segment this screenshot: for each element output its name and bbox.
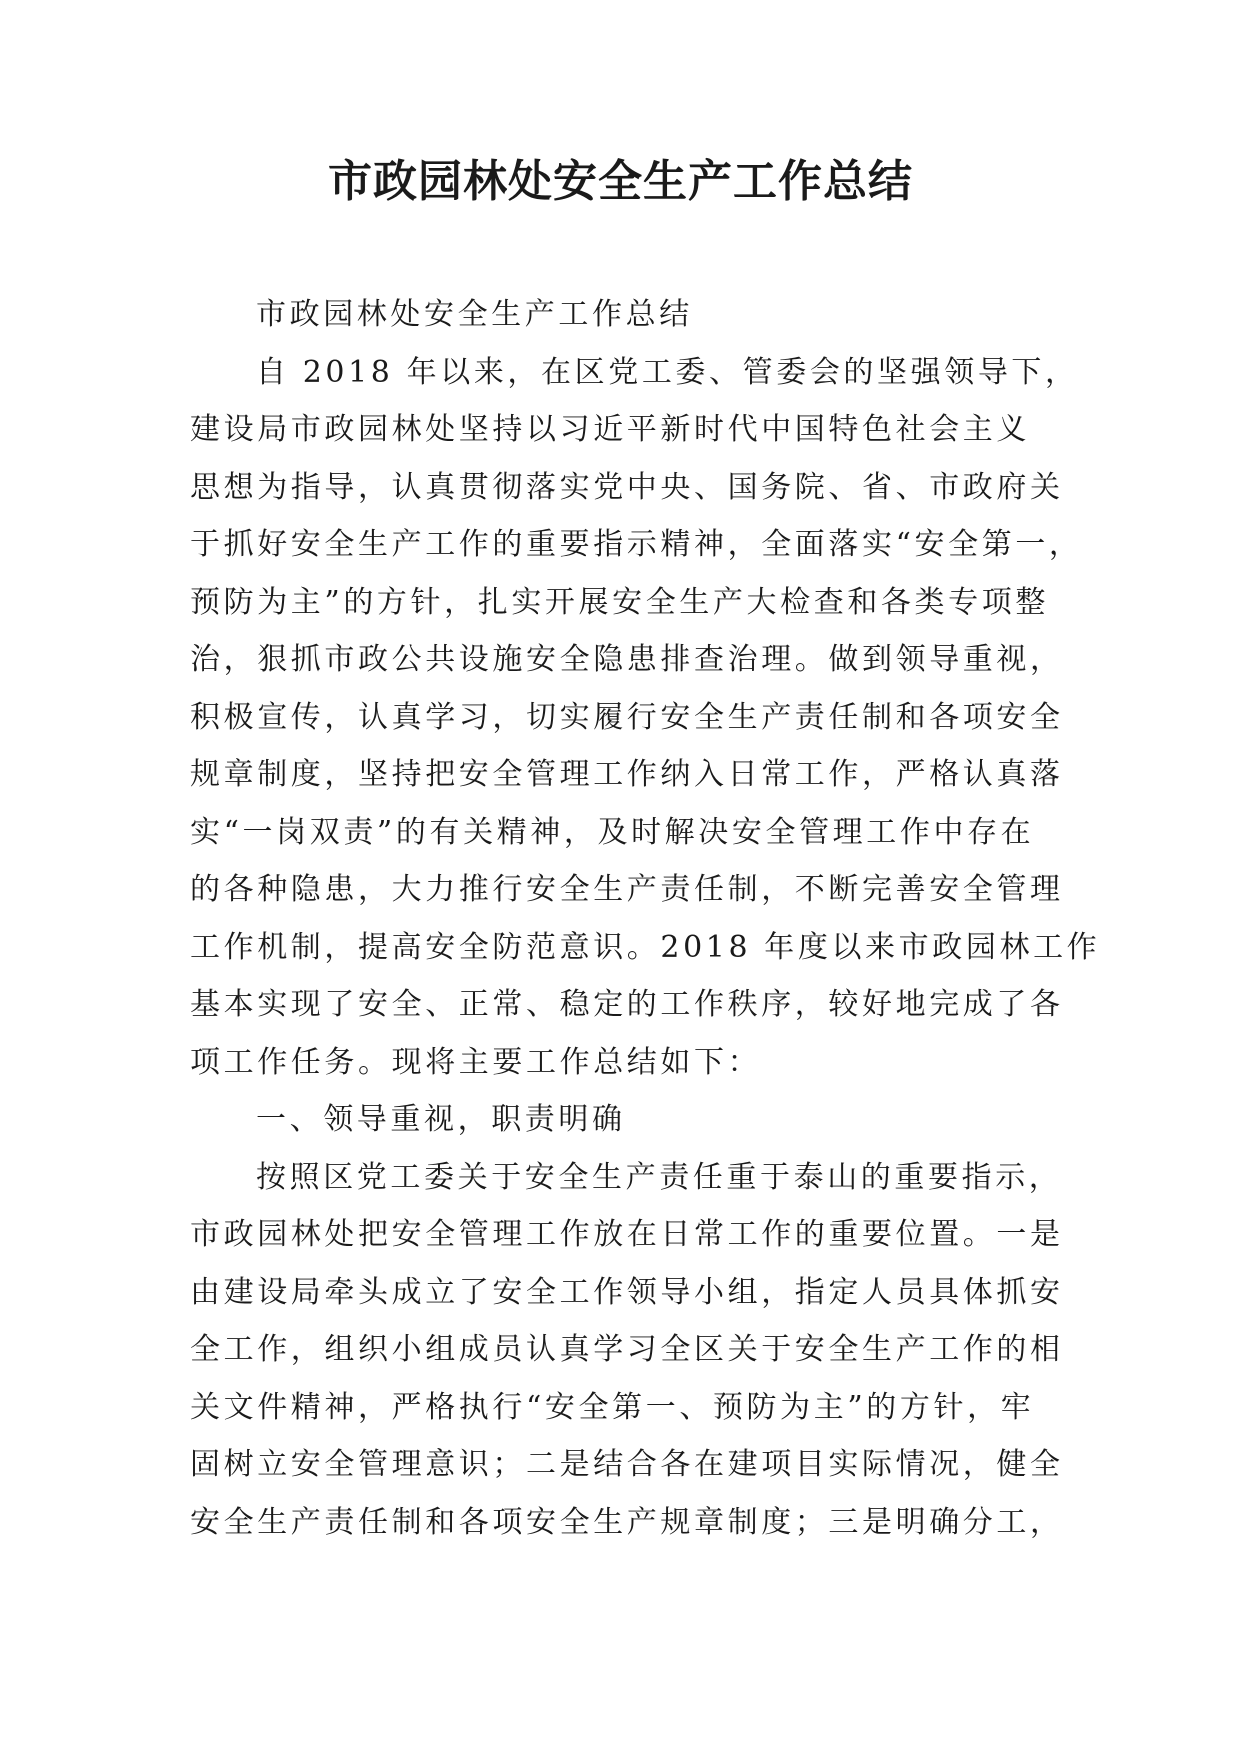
body-line: 由建设局牵头成立了安全工作领导小组，指定人员具体抓安 [190, 1274, 1064, 1310]
body-line: 市政园林处把安全管理工作放在日常工作的重要位置。一是 [190, 1217, 1064, 1252]
body-line: 预防为主”的方针，扎实开展安全生产大检查和各类专项整 [190, 584, 1049, 620]
body-line: 于抓好安全生产工作的重要指示精神，全面落实“安全第一， [190, 527, 1083, 562]
body-line: 治，狠抓市政公共设施安全隐患排查治理。做到领导重视， [190, 642, 1064, 677]
body-line: 积极宣传，认真学习，切实履行安全生产责任制和各项安全 [190, 699, 1064, 735]
body-line: 全工作，组织小组成员认真学习全区关于安全生产工作的相 [190, 1332, 1064, 1367]
section-heading: 一、领导重视，职责明确 [256, 1102, 626, 1137]
body-line: 思想为指导，认真贯彻落实党中央、国务院、省、市政府关 [190, 469, 1064, 505]
body-line: 建设局市政园林处坚持以习近平新时代中国特色社会主义 [190, 412, 1030, 447]
body-line: 自 2018 年以来，在区党工委、管委会的坚强领导下， [256, 354, 1079, 390]
document-body [190, 286, 1101, 1551]
body-line: 规章制度，坚持把安全管理工作纳入日常工作，严格认真落 [190, 757, 1064, 792]
body-line: 关文件精神，严格执行“安全第一、预防为主”的方针，牢 [190, 1389, 1035, 1425]
body-line: 工作机制，提高安全防范意识。2018 年度以来市政园林工作 [190, 929, 1101, 965]
body-line: 的各种隐患，大力推行安全生产责任制，不断完善安全管理 [190, 872, 1064, 907]
body-line: 安全生产责任制和各项安全生产规章制度；三是明确分工， [190, 1504, 1064, 1540]
body-line: 固树立安全管理意识；二是结合各在建项目实际情况，健全 [190, 1447, 1064, 1482]
document-title: 市政园林处安全生产工作总结 [328, 156, 913, 207]
body-line: 实“一岗双责”的有关精神，及时解决安全管理工作中存在 [190, 814, 1035, 850]
body-line: 市政园林处安全生产工作总结 [256, 297, 693, 332]
body-line: 按照区党工委关于安全生产责任重于泰山的重要指示， [256, 1159, 1063, 1195]
body-line: 项工作任务。现将主要工作总结如下： [190, 1044, 762, 1080]
body-line: 基本实现了安全、正常、稳定的工作秩序，较好地完成了各 [190, 987, 1064, 1022]
